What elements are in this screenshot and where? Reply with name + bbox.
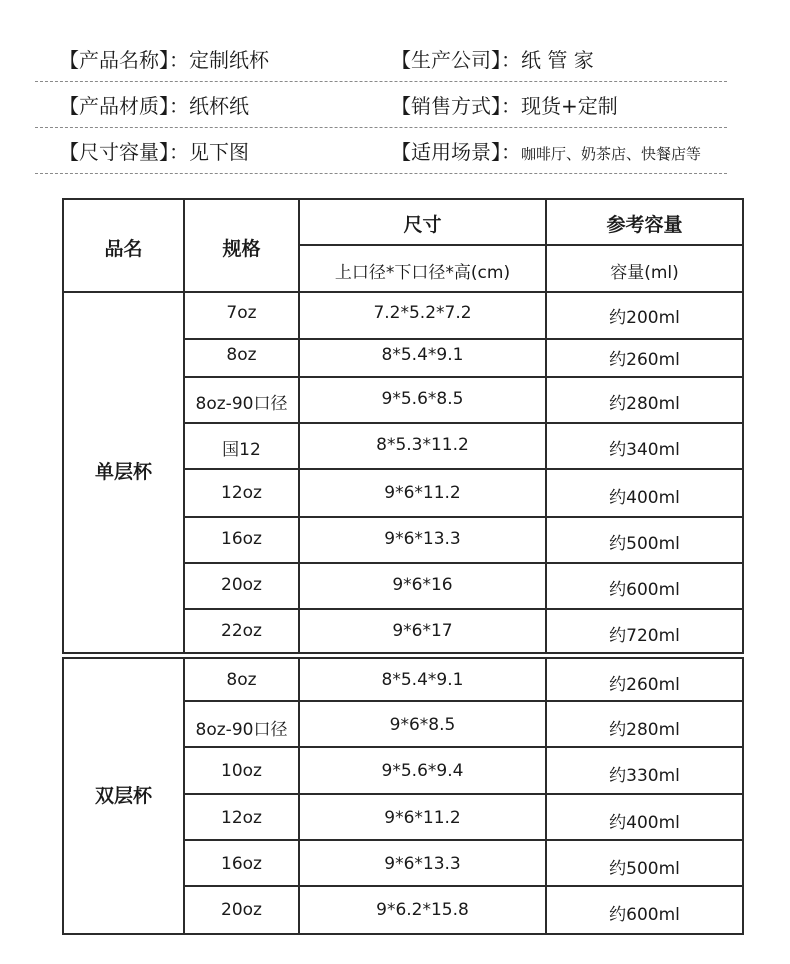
material-field (59, 90, 249, 119)
cell-size: 8*5.3*11.2 (376, 435, 469, 455)
cell-spec: 7oz (226, 303, 257, 323)
cell-capacity: 约260ml (609, 350, 680, 370)
header-name: 品名 (104, 238, 143, 260)
sep: ： (501, 94, 521, 118)
cell-size: 9*6*16 (392, 575, 453, 595)
cell-spec: 8oz-90口径 (195, 720, 288, 740)
cell-size: 9*5.6*8.5 (381, 389, 464, 409)
cell-capacity: 约330ml (609, 766, 680, 786)
group-label-double: 双层杯 (94, 785, 152, 807)
cell-size: 7.2*5.2*7.2 (373, 303, 472, 323)
sep: ： (501, 140, 521, 164)
cell-spec: 20oz (221, 900, 262, 920)
header-size: 尺寸 (403, 214, 442, 236)
cell-capacity: 约280ml (609, 720, 680, 740)
cell-size: 9*6*11.2 (384, 808, 461, 828)
cell-spec: 12oz (221, 483, 262, 503)
cell-capacity: 约280ml (609, 394, 680, 414)
cell-capacity: 约500ml (609, 859, 680, 879)
cell-spec: 12oz (221, 808, 262, 828)
cell-size: 9*6*17 (392, 621, 453, 641)
sales-value: 现货+定制 (521, 94, 618, 118)
cell-size: 9*6*11.2 (384, 483, 461, 503)
company-field (391, 44, 594, 73)
info-row-name (35, 36, 727, 82)
cell-spec: 8oz-90口径 (195, 394, 288, 414)
info-row-size (35, 128, 727, 174)
sales-label: 【销售方式】 (391, 94, 501, 118)
header-spec: 规格 (222, 238, 261, 260)
size-label: 【尺寸容量】 (59, 140, 169, 164)
product-name-label: 【产品名称】 (59, 48, 169, 72)
cell-capacity: 约600ml (609, 580, 680, 600)
group-label-single: 单层杯 (94, 461, 152, 483)
cell-capacity: 约200ml (609, 308, 680, 328)
sep: ： (169, 94, 189, 118)
cell-capacity: 约720ml (609, 626, 680, 646)
cell-capacity: 约400ml (609, 488, 680, 508)
cell-size: 8*5.4*9.1 (381, 345, 464, 365)
cell-spec: 16oz (221, 529, 262, 549)
sep: ： (501, 48, 521, 72)
size-field (59, 136, 249, 165)
cell-spec: 8oz (226, 670, 257, 690)
company-value: 纸 管 家 (521, 48, 594, 72)
material-label: 【产品材质】 (59, 94, 169, 118)
header-capacity: 参考容量 (606, 214, 683, 236)
scene-value: 咖啡厅、奶茶店、快餐店等 (521, 145, 702, 163)
cell-capacity: 约400ml (609, 813, 680, 833)
product-name-value: 定制纸杯 (189, 48, 269, 72)
sep: ： (169, 140, 189, 164)
cell-spec: 20oz (221, 575, 262, 595)
cell-spec: 10oz (221, 761, 262, 781)
cell-spec: 16oz (221, 854, 262, 874)
company-label: 【生产公司】 (391, 48, 501, 72)
cell-size: 9*5.6*9.4 (381, 761, 464, 781)
cell-size: 9*6.2*15.8 (376, 900, 469, 920)
cell-size: 9*6*8.5 (389, 715, 456, 735)
cell-spec: 22oz (221, 621, 262, 641)
sep: ： (169, 48, 189, 72)
spec-table-double (62, 657, 744, 935)
cell-capacity: 约500ml (609, 534, 680, 554)
cell-capacity: 约260ml (609, 675, 680, 695)
cell-capacity: 约340ml (609, 440, 680, 460)
cell-size: 8*5.4*9.1 (381, 670, 464, 690)
size-value: 见下图 (189, 140, 249, 164)
spec-table-single (62, 198, 744, 654)
cell-spec: 8oz (226, 345, 257, 365)
info-row-material (35, 82, 727, 128)
scene-field (391, 136, 701, 165)
cell-capacity: 约600ml (609, 905, 680, 925)
cell-spec: 国12 (222, 440, 261, 460)
header-size-sub: 上口径*下口径*高(cm) (334, 263, 511, 283)
cell-size: 9*6*13.3 (384, 529, 461, 549)
product-name-field (59, 44, 269, 73)
scene-label: 【适用场景】 (391, 140, 501, 164)
sales-field (391, 90, 618, 119)
header-capacity-sub: 容量(ml) (610, 263, 679, 283)
material-value: 纸杯纸 (189, 94, 249, 118)
cell-size: 9*6*13.3 (384, 854, 461, 874)
